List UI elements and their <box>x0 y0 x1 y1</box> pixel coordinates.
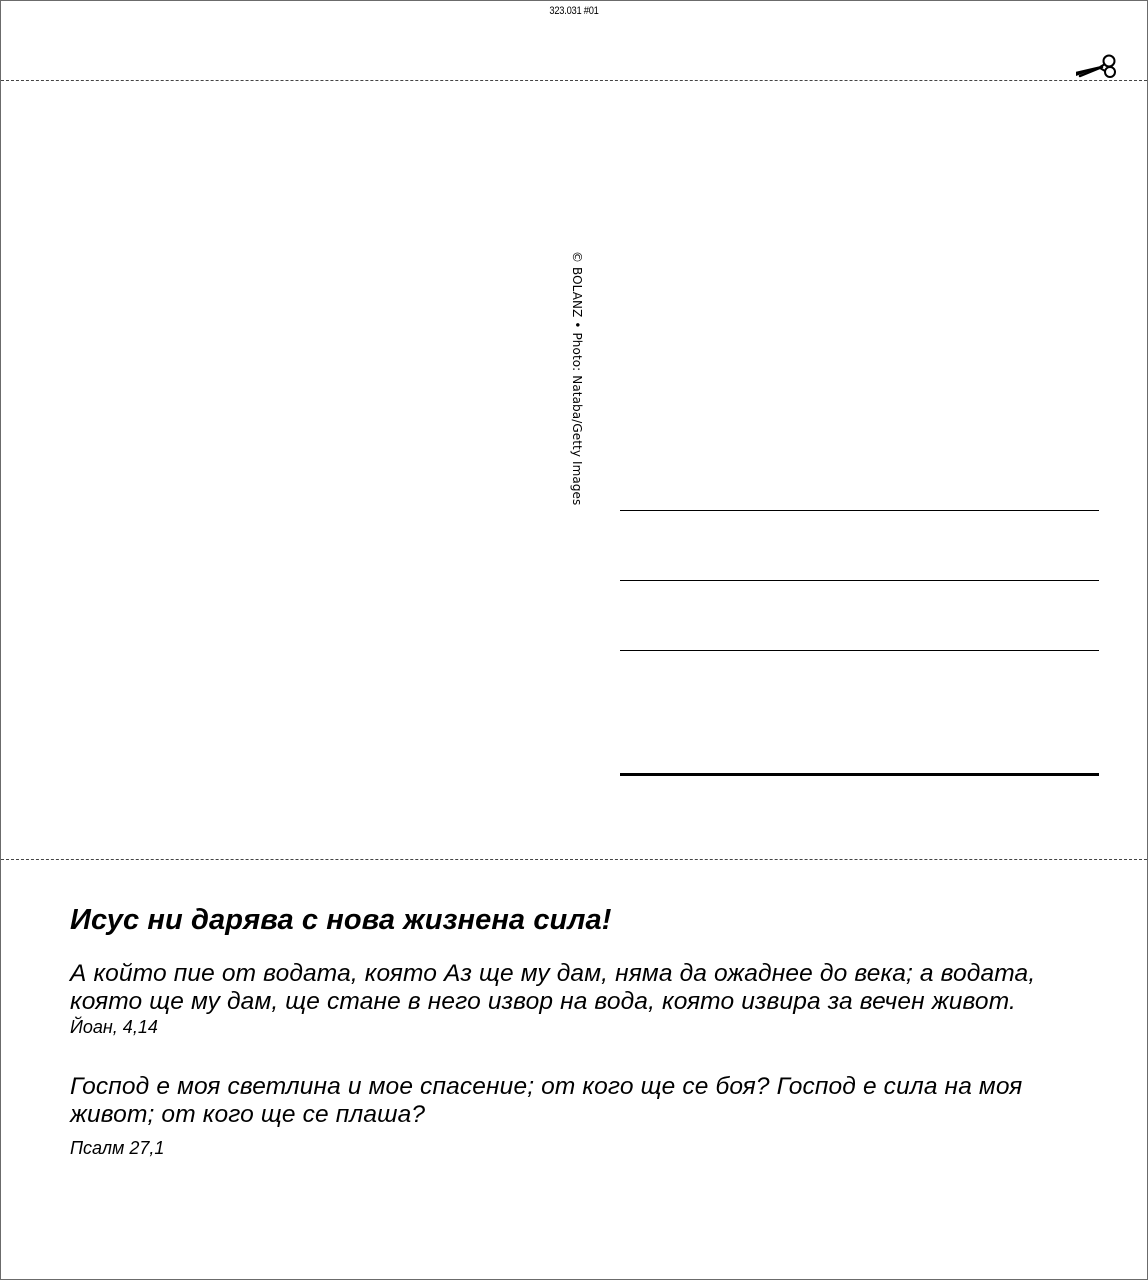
verse-1-reference: Йоан, 4,14 <box>70 1017 158 1037</box>
address-line-2 <box>620 580 1099 581</box>
verse-1-text: А който пие от водата, която Аз ще му дам, няма да ожаднее до века; а водата, която ще му дам, ще стане в него извор на вода, която извира за вечен живот. <box>70 960 1036 1015</box>
address-line-1 <box>620 510 1099 511</box>
address-line-4 <box>620 773 1099 776</box>
cut-line-top <box>1 80 1147 81</box>
text-block <box>70 900 1100 1159</box>
photo-credit: © BOLANZ • Photo: Nataba/Getty Images <box>570 251 584 506</box>
verse-2-reference: Псалм 27,1 <box>70 1138 165 1158</box>
address-line-3 <box>620 650 1099 651</box>
verse-2-text: Господ е моя светлина и мое спасение; от кого ще се боя? Господ е сила на моя живот; от кого ще се плаша? <box>70 1073 1023 1128</box>
headline: Исус ни дарява с нова жизнена сила! <box>70 904 612 936</box>
print-code: 323.031 #01 <box>549 5 599 17</box>
scissors-icon <box>1076 52 1120 82</box>
cut-line-bottom <box>1 859 1147 860</box>
